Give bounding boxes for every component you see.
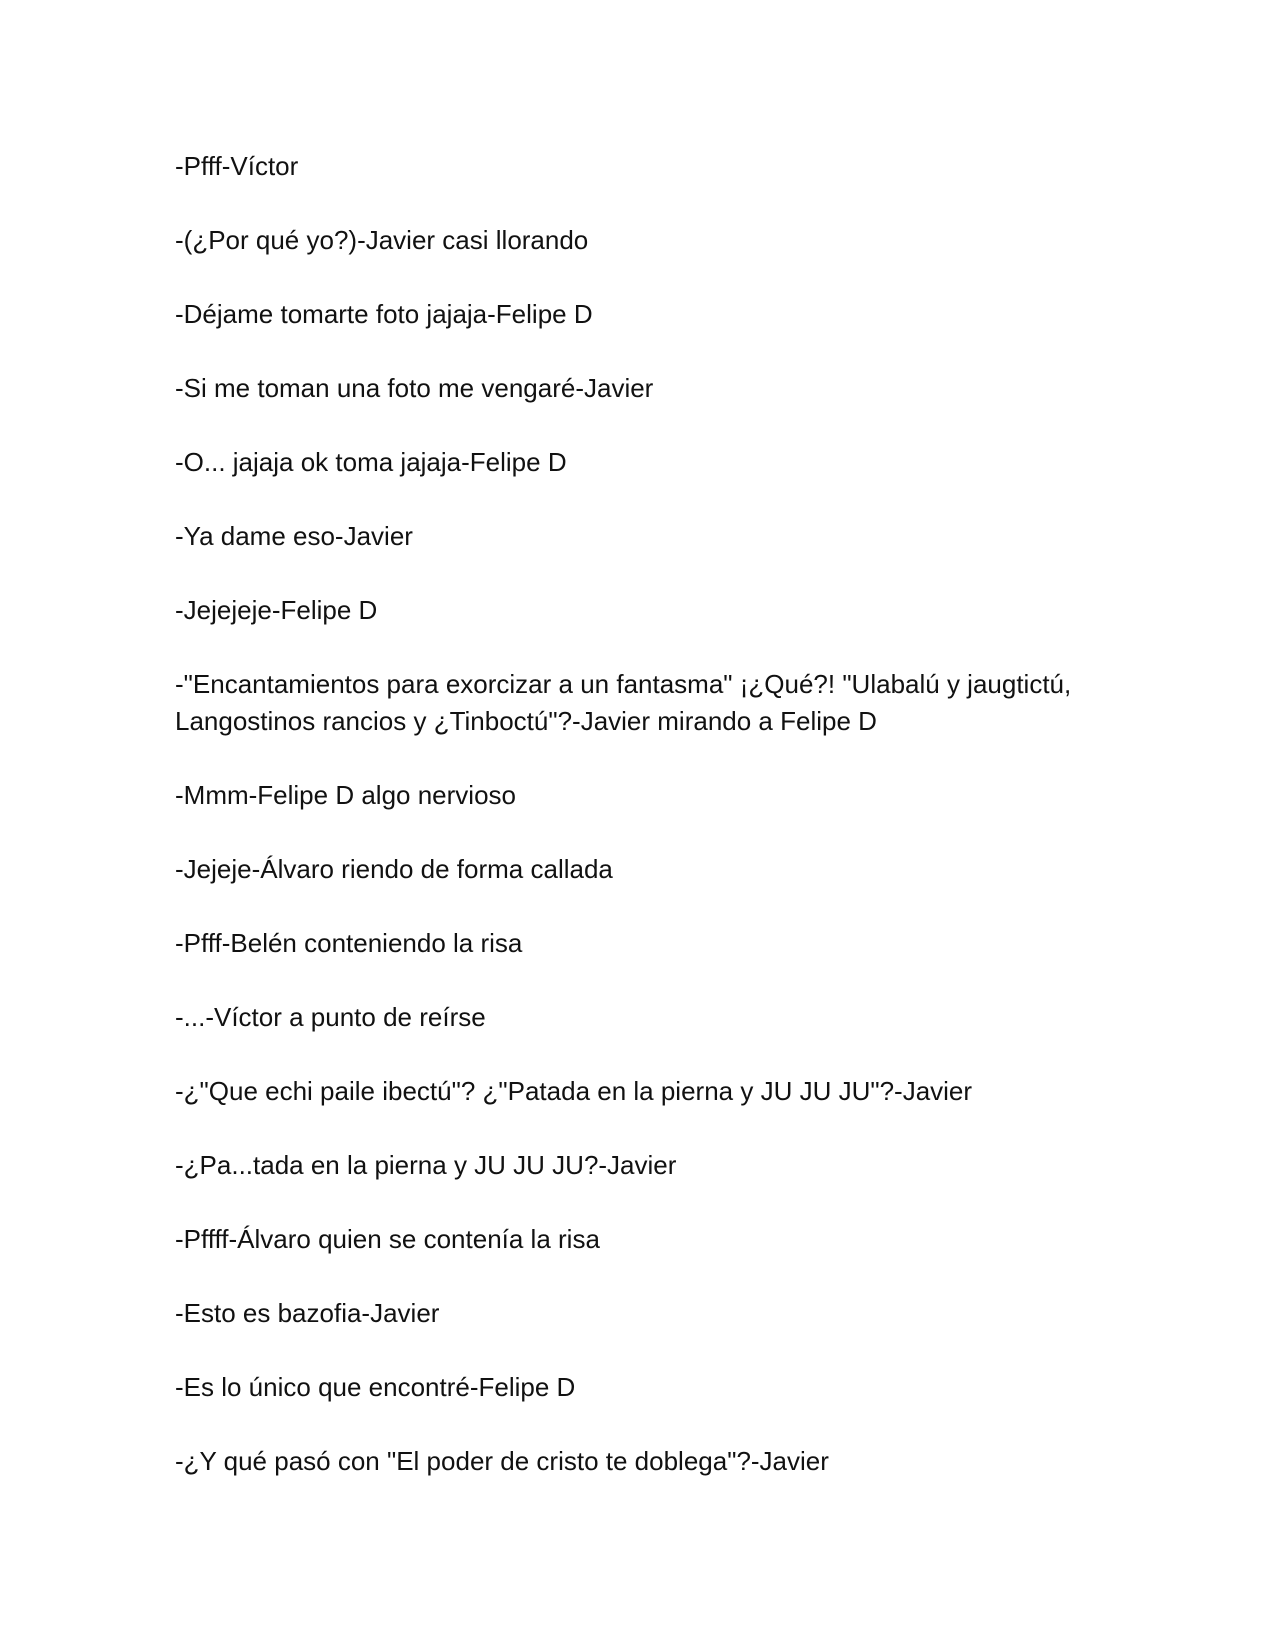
- dialogue-line-9: -Mmm-Felipe D algo nervioso: [175, 780, 516, 810]
- dialogue-line-8: -"Encantamientos para exorcizar a un fantasma" ¡¿Qué?! "Ulabalú y jaugtictú, Langostinos rancios y ¿Tinboctú"?-Javier mirando a Felipe D: [175, 669, 1072, 736]
- dialogue-text: [175, 148, 1075, 1517]
- dialogue-line-5: -O... jajaja ok toma jajaja-Felipe D: [175, 447, 567, 477]
- dialogue-line-2: -(¿Por qué yo?)-Javier casi llorando: [175, 225, 589, 255]
- dialogue-line-12: -...-Víctor a punto de reírse: [175, 1002, 486, 1032]
- dialogue-line-1: -Pfff-Víctor: [175, 151, 299, 181]
- dialogue-line-16: -Esto es bazofia-Javier: [175, 1298, 440, 1328]
- dialogue-line-13: -¿"Que echi paile ibectú"? ¿"Patada en la pierna y JU JU JU"?-Javier: [175, 1076, 973, 1106]
- dialogue-line-7: -Jejejeje-Felipe D: [175, 595, 378, 625]
- dialogue-line-10: -Jejeje-Álvaro riendo de forma callada: [175, 854, 613, 884]
- dialogue-line-4: -Si me toman una foto me vengaré-Javier: [175, 373, 654, 403]
- dialogue-line-3: -Déjame tomarte foto jajaja-Felipe D: [175, 299, 593, 329]
- dialogue-line-6: -Ya dame eso-Javier: [175, 521, 413, 551]
- dialogue-line-14: -¿Pa...tada en la pierna y JU JU JU?-Javier: [175, 1150, 677, 1180]
- dialogue-line-18: -¿Y qué pasó con "El poder de cristo te doblega"?-Javier: [175, 1446, 829, 1476]
- dialogue-line-11: -Pfff-Belén conteniendo la risa: [175, 928, 523, 958]
- dialogue-line-15: -Pffff-Álvaro quien se contenía la risa: [175, 1224, 600, 1254]
- dialogue-line-17: -Es lo único que encontré-Felipe D: [175, 1372, 576, 1402]
